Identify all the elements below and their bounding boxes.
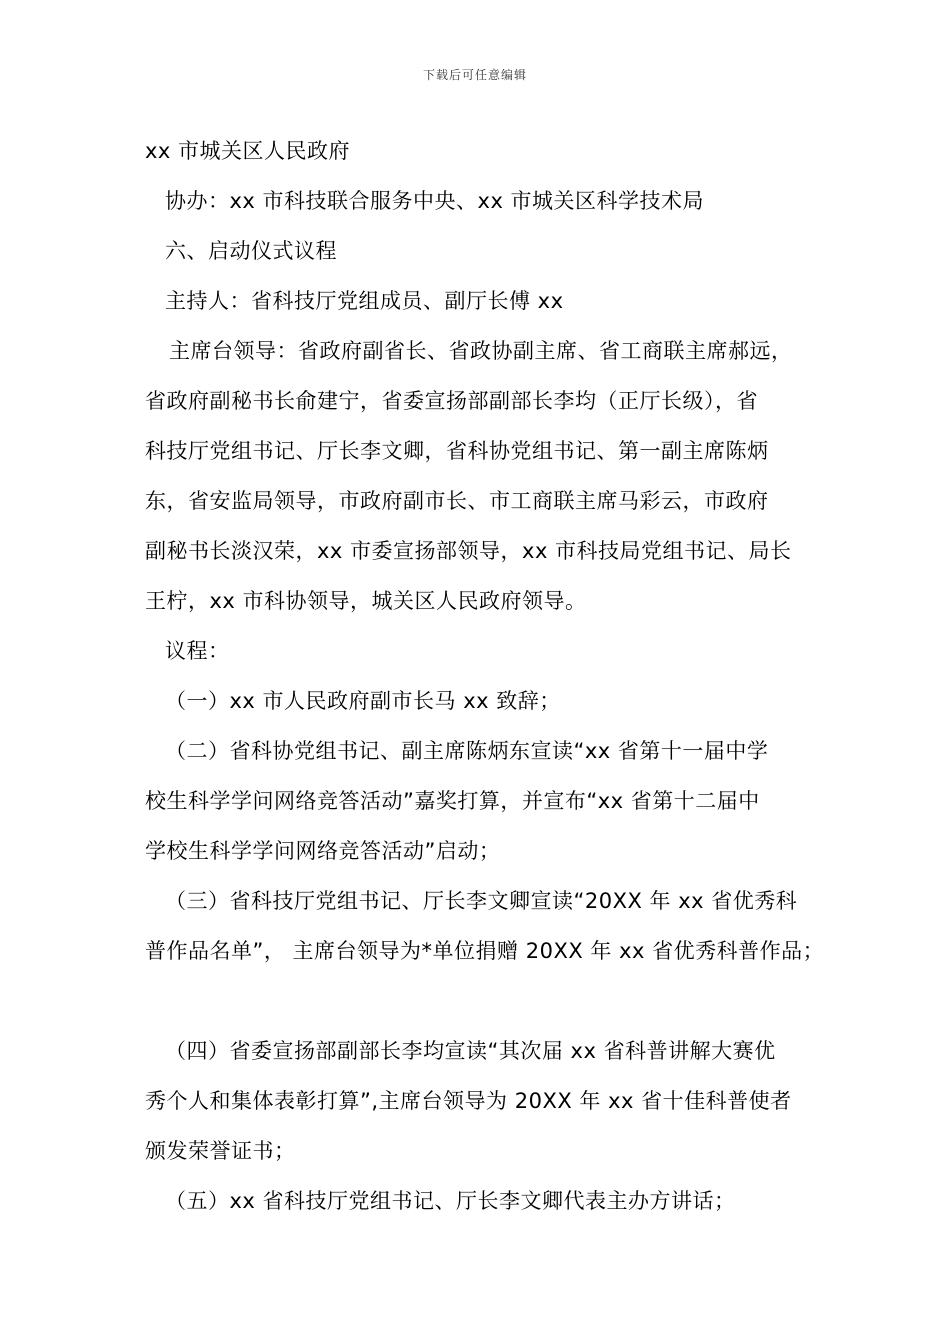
agenda-item-continued: 学校生科学学问网络竞答活动”启动； — [145, 839, 501, 863]
paragraph-line: 协办：xx 市科技联合服务中央、xx 市城关区科学技术局 — [165, 189, 705, 213]
agenda-item-continued: 颁发荣誉证书； — [145, 1139, 296, 1163]
paragraph-line: 主席台领导：省政府副省长、省政协副主席、省工商联主席郝远， — [169, 339, 793, 363]
section-heading: 六、启动仪式议程 — [165, 239, 337, 263]
paragraph-line: 副秘书长淡汉荣，xx 市委宣扬部领导，xx 市科技局党组书记、局长 — [145, 539, 792, 563]
agenda-item: （五）xx 省科技厅党组书记、厅长李文卿代表主办方讲话； — [165, 1189, 736, 1213]
paragraph-line: xx 市城关区人民政府 — [145, 139, 351, 163]
paragraph-line: 省政府副秘书长俞建宁，省委宣扬部副部长李均（正厅长级），省 — [145, 389, 758, 413]
document-body — [145, 126, 825, 1226]
paragraph-line: 东，省安监局领导，市政府副市长、市工商联主席马彩云，市政府 — [145, 489, 769, 513]
page-header-note: 下载后可任意编辑 — [422, 68, 527, 82]
paragraph-line: 主持人：省科技厅党组成员、副厅长傅 xx — [165, 289, 564, 313]
agenda-item: （三）省科技厅党组书记、厅长李文卿宣读“20XX 年 xx 省优秀科 — [165, 889, 798, 913]
agenda-heading: 议程： — [165, 639, 230, 663]
paragraph-line: 科技厅党组书记、厅长李文卿，省科协党组书记、第一副主席陈炳 — [145, 439, 769, 463]
agenda-item: （一）xx 市人民政府副市长马 xx 致辞； — [165, 689, 561, 713]
agenda-item-continued: 普作品名单”， 主席台领导为*单位捐赠 20XX 年 xx 省优秀科普作品； — [145, 939, 825, 963]
agenda-item-continued: 校生科学学问网络竞答活动”嘉奖打算，并宣布“xx 省第十二届中 — [145, 789, 760, 813]
paragraph-line: 王柠，xx 市科协领导，城关区人民政府领导。 — [145, 589, 587, 613]
agenda-item-continued: 秀个人和集体表彰打算”,主席台领导为 20XX 年 xx 省十佳科普使者 — [145, 1089, 792, 1113]
agenda-item: （四）省委宣扬部副部长李均宣读“其次届 xx 省科普讲解大赛优 — [165, 1039, 776, 1063]
blank-line — [145, 976, 817, 1026]
agenda-item: （二）省科协党组书记、副主席陈炳东宣读“xx 省第十一届中学 — [165, 739, 769, 763]
